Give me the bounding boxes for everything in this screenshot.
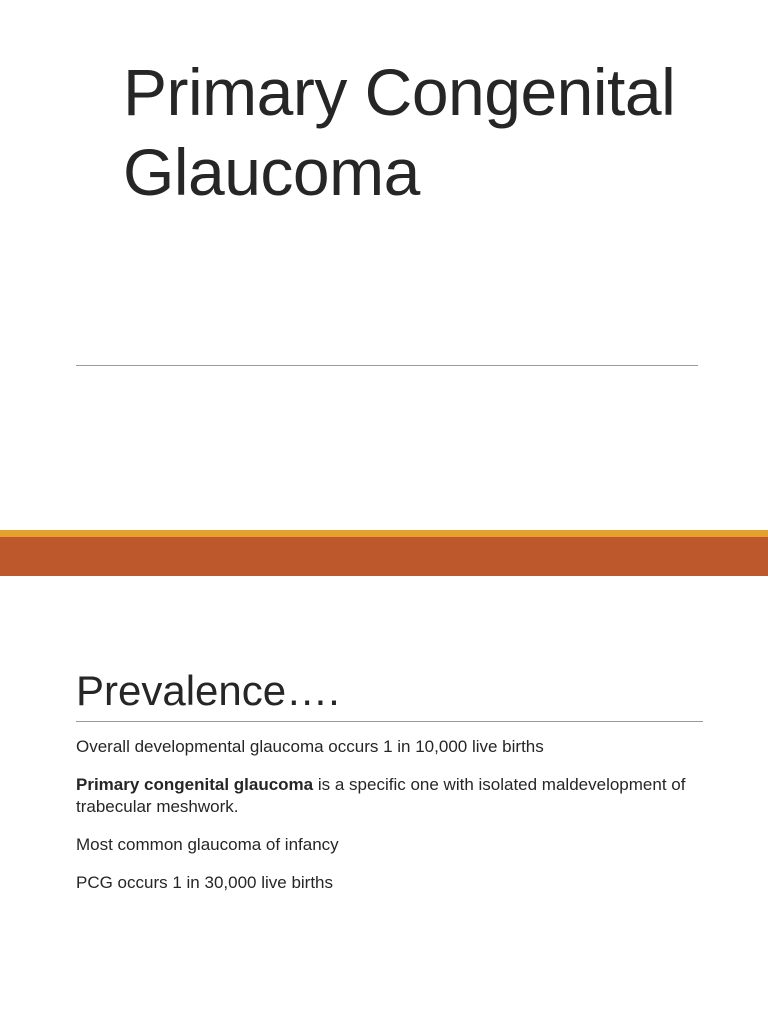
paragraph-4 [76, 872, 706, 894]
paragraph-3-text: Most common glaucoma of infancy [76, 835, 339, 854]
accent-band-gold [0, 530, 768, 537]
slide-title-line-2: Glaucoma [123, 135, 420, 209]
accent-band-orange [0, 537, 768, 576]
paragraph-3 [76, 834, 706, 856]
paragraph-1 [76, 736, 706, 758]
paragraph-2 [76, 774, 706, 818]
title-divider [76, 365, 698, 366]
heading-divider [76, 721, 703, 722]
paragraph-1-text: Overall developmental glaucoma occurs 1 in 10,000 live births [76, 737, 544, 756]
paragraph-2-bold: Primary congenital glaucoma [76, 775, 314, 794]
slide-title [123, 52, 763, 212]
paragraph-2-text: is a specific one with isolated maldevelopment of trabecular meshwork. [76, 775, 686, 816]
paragraph-4-text: PCG occurs 1 in 30,000 live births [76, 873, 334, 892]
slide-heading: Prevalence…. [76, 667, 340, 714]
slide-body [76, 736, 706, 910]
content-slide [0, 576, 768, 1024]
slide-title-line-1: Primary Congenital [123, 55, 676, 129]
